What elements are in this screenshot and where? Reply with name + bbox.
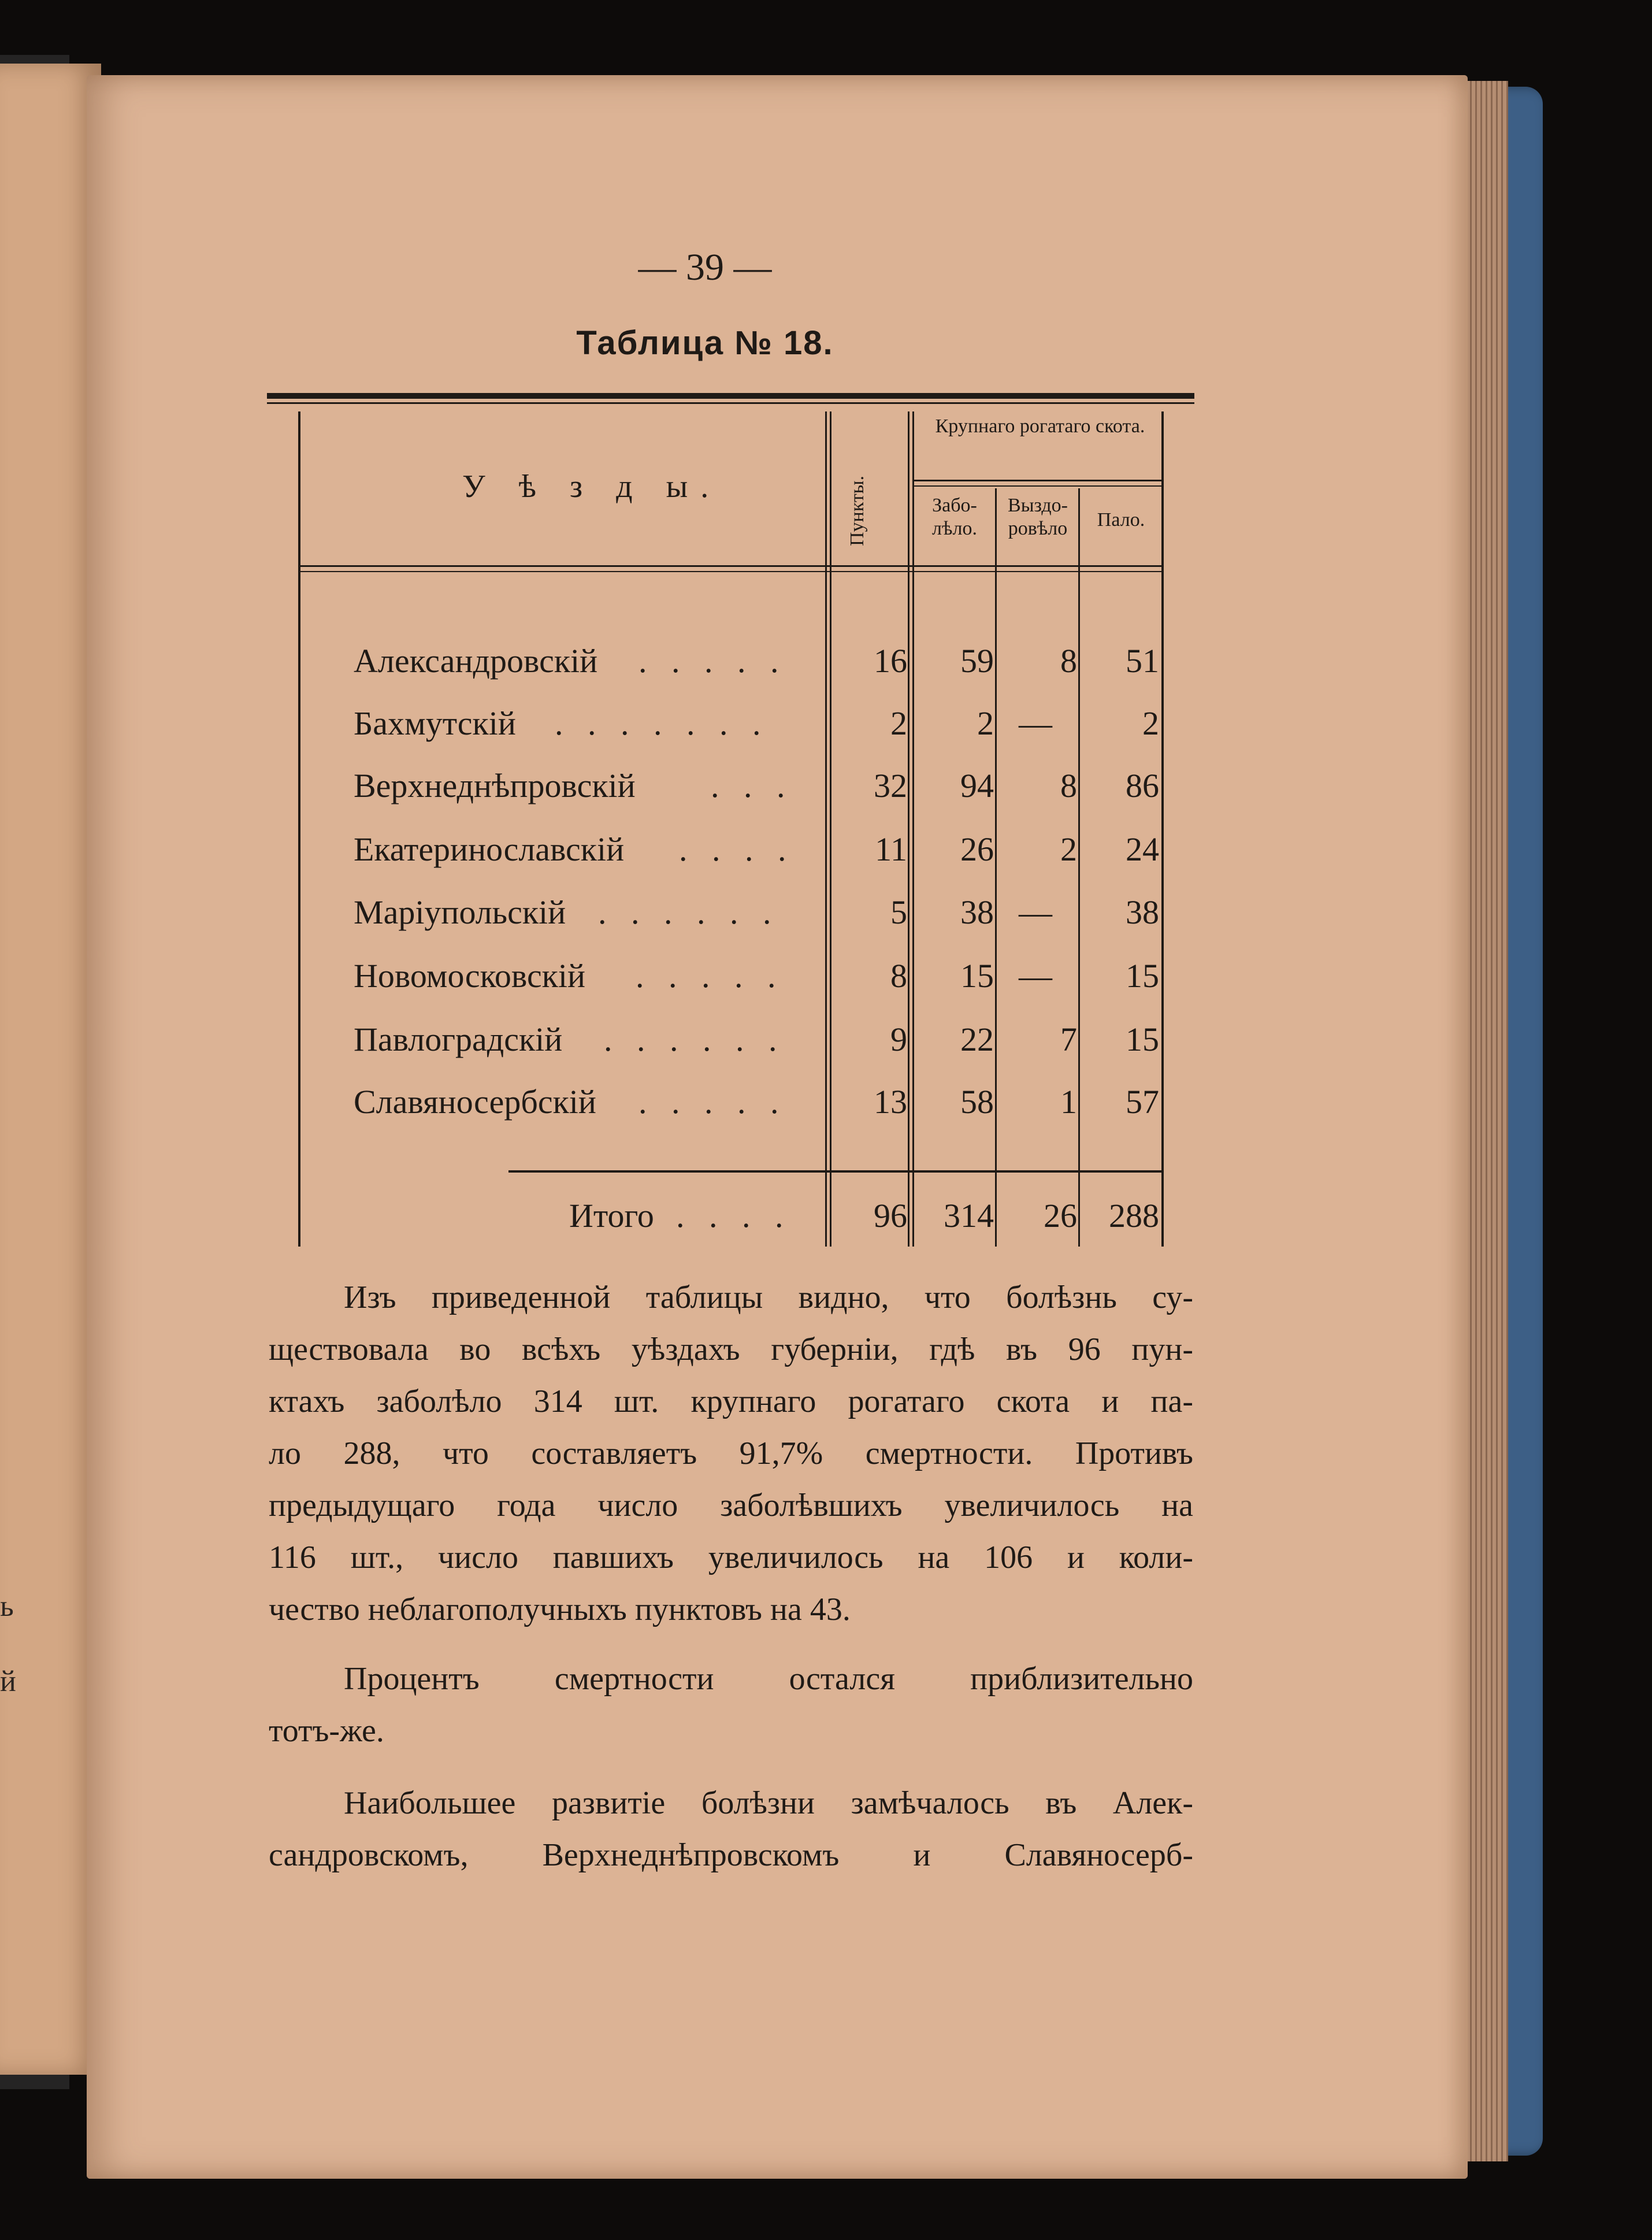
cell-zabolelo: 94 bbox=[960, 767, 994, 804]
cell-zabolelo: 58 bbox=[960, 1083, 994, 1121]
col-divider bbox=[912, 411, 914, 1247]
cell-zabolelo: 2 bbox=[977, 704, 994, 742]
page-number: — 39 — bbox=[638, 246, 772, 288]
leader-dots: . . . . . . . bbox=[555, 704, 769, 742]
col-divider bbox=[908, 411, 909, 1247]
col-header-zabolelo: Забо- лѣло. bbox=[932, 495, 977, 539]
cell-punkty: 11 bbox=[875, 830, 907, 868]
uezd-name: Екатеринославскій bbox=[354, 830, 625, 868]
text-line: 116 шт., число павшихъ увеличилось на 106 и коли- bbox=[269, 1540, 1193, 1575]
uezd-name: Славяносербскій bbox=[354, 1083, 596, 1121]
cell-palo: 2 bbox=[1142, 704, 1159, 742]
group-rule bbox=[914, 485, 1161, 487]
cell-punkty: 13 bbox=[874, 1083, 907, 1121]
uezd-name: Верхнеднѣпровскій bbox=[354, 767, 636, 804]
table-title: Таблица № 18. bbox=[576, 324, 834, 362]
text-line: ло 288, что составляетъ 91,7% смертности. Противъ bbox=[269, 1436, 1193, 1471]
cell-punkty: 2 bbox=[890, 704, 907, 742]
text-line: сандровскомъ, Верхнеднѣпровскомъ и Славяносерб- bbox=[269, 1837, 1193, 1873]
cell-vyzdorovelo: 8 bbox=[1060, 642, 1077, 680]
col-header-punkty: Пункты. bbox=[847, 475, 868, 546]
cell-vyzdorovelo: — bbox=[1019, 704, 1052, 742]
left-page bbox=[0, 64, 101, 2075]
cell-palo: 51 bbox=[1126, 642, 1159, 680]
cell-palo: 86 bbox=[1126, 767, 1159, 804]
cell-vyzdorovelo: — bbox=[1019, 957, 1052, 995]
table-top-rule bbox=[267, 393, 1194, 399]
cell-palo: 15 bbox=[1126, 1021, 1159, 1058]
text-line: ктахъ заболѣло 314 шт. крупнаго рогатаго скота и па- bbox=[269, 1384, 1193, 1419]
cell-vyzdorovelo: 1 bbox=[1060, 1083, 1077, 1121]
total-punkty: 96 bbox=[874, 1197, 907, 1234]
cell-punkty: 32 bbox=[874, 767, 907, 804]
leader-dots: . . . . . bbox=[636, 957, 784, 995]
cell-punkty: 5 bbox=[890, 893, 907, 931]
header-rule bbox=[298, 565, 1164, 567]
cell-zabolelo: 22 bbox=[960, 1021, 994, 1058]
total-zabolelo: 314 bbox=[944, 1197, 994, 1234]
cell-punkty: 8 bbox=[890, 957, 907, 995]
text-line: чество неблагополучныхъ пунктовъ на 43. bbox=[269, 1592, 851, 1627]
leader-dots: . . . . bbox=[679, 830, 795, 868]
cell-vyzdorovelo: 7 bbox=[1060, 1021, 1077, 1058]
cell-zabolelo: 59 bbox=[960, 642, 994, 680]
text-line: Изъ приведенной таблицы видно, что болѣзнь су- bbox=[344, 1280, 1193, 1315]
uezd-name: Новомосковскій bbox=[354, 957, 586, 995]
table-right-border bbox=[1161, 411, 1164, 1247]
col-header-group: Крупнаго рогатаго скота. bbox=[935, 416, 1145, 437]
cell-zabolelo: 38 bbox=[960, 893, 994, 931]
table-left-border bbox=[298, 411, 300, 1247]
col-divider bbox=[825, 411, 827, 1247]
margin-char: й bbox=[0, 1665, 16, 1698]
text-line: тотъ-же. bbox=[269, 1713, 384, 1749]
col-header-vyzdorovelo: Выздо- ровѣло bbox=[1008, 495, 1068, 539]
text-line: предыдущаго года число заболѣвшихъ увеличилось на bbox=[269, 1488, 1193, 1523]
total-label: Итого bbox=[569, 1197, 654, 1234]
leader-dots: . . . . . bbox=[638, 642, 787, 680]
cell-punkty: 16 bbox=[874, 642, 907, 680]
total-rule bbox=[508, 1170, 1161, 1173]
total-palo: 288 bbox=[1109, 1197, 1159, 1234]
cell-punkty: 9 bbox=[890, 1021, 907, 1058]
leader-dots: . . . . bbox=[676, 1197, 792, 1234]
text-line: Наибольшее развитіе болѣзни замѣчалось въ Алек- bbox=[344, 1785, 1193, 1821]
header-rule bbox=[298, 571, 1164, 572]
col-divider bbox=[830, 411, 831, 1247]
uezd-name: Маріупольскій bbox=[354, 893, 566, 931]
table-top-rule-thin bbox=[267, 402, 1194, 404]
cell-vyzdorovelo: 8 bbox=[1060, 767, 1077, 804]
text-line: Процентъ смертности остался приблизительно bbox=[344, 1661, 1193, 1697]
leader-dots: . . . . . bbox=[638, 1083, 787, 1121]
cell-palo: 24 bbox=[1126, 830, 1159, 868]
cell-zabolelo: 15 bbox=[960, 957, 994, 995]
uezd-name: Павлоградскій bbox=[354, 1021, 563, 1058]
uezd-name: Бахмутскій bbox=[354, 704, 516, 742]
leader-dots: . . . bbox=[711, 767, 793, 804]
col-header-palo: Пало. bbox=[1097, 509, 1145, 531]
cell-vyzdorovelo: 2 bbox=[1060, 830, 1077, 868]
uezd-name: Александровскій bbox=[354, 642, 598, 680]
col-header-uezdy: У ѣ з д ы. bbox=[462, 469, 722, 505]
cell-palo: 57 bbox=[1126, 1083, 1159, 1121]
cell-palo: 15 bbox=[1126, 957, 1159, 995]
leader-dots: . . . . . . bbox=[598, 893, 779, 931]
margin-char: ь bbox=[0, 1590, 14, 1623]
cell-palo: 38 bbox=[1126, 893, 1159, 931]
group-rule bbox=[914, 480, 1161, 481]
total-vyzdorovelo: 26 bbox=[1044, 1197, 1077, 1234]
leader-dots: . . . . . . bbox=[604, 1021, 785, 1058]
cell-zabolelo: 26 bbox=[960, 830, 994, 868]
cell-vyzdorovelo: — bbox=[1019, 893, 1052, 931]
text-line: ществовала во всѣхъ уѣздахъ губерніи, гдѣ въ 96 пун- bbox=[269, 1332, 1193, 1367]
